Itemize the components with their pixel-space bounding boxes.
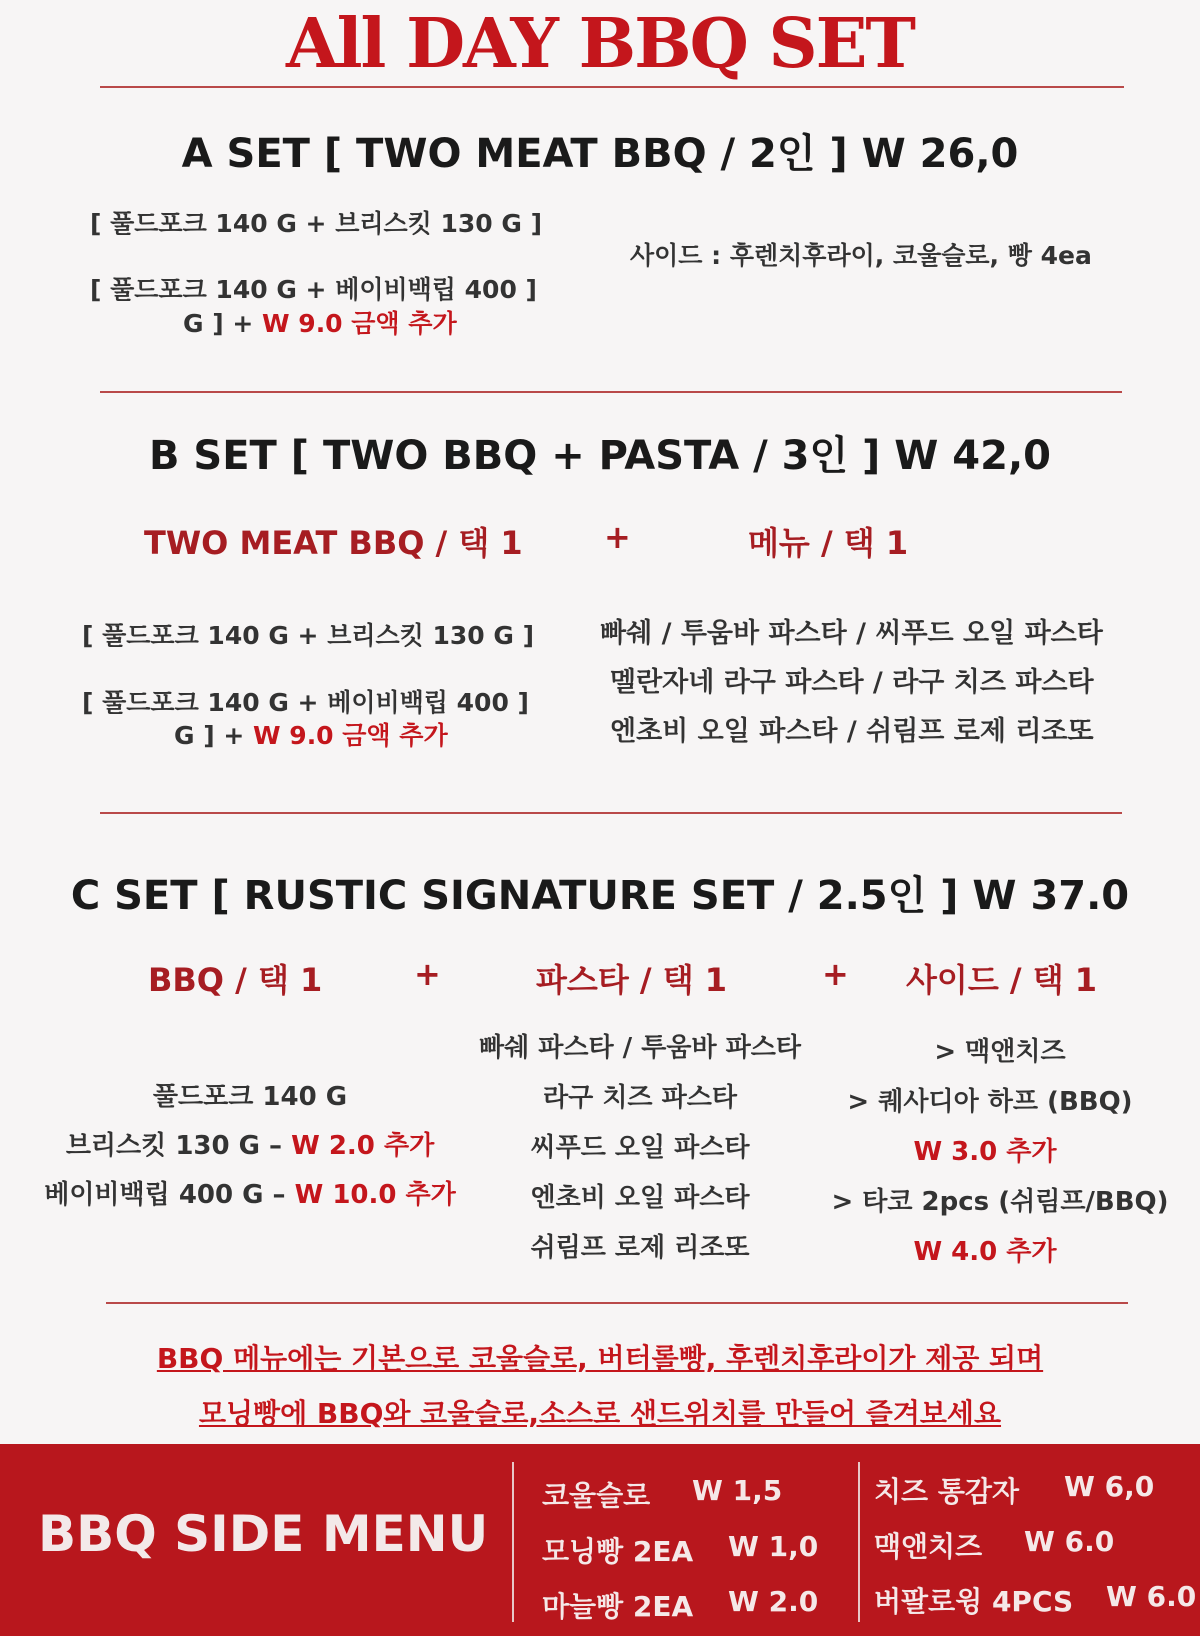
info-note: 모닝빵에 BBQ와 코울슬로,소스로 샌드위치를 만들어 즐겨보세요 xyxy=(198,1397,1002,1430)
set-c-pasta-item: 엔초비 오일 파스타 xyxy=(530,1183,750,1213)
set-b-menu-line: 멜란자네 라구 파스타 / 라구 치즈 파스타 xyxy=(610,667,1094,698)
side-menu-item: 버팔로윙 4PCS xyxy=(874,1585,1074,1618)
divider xyxy=(100,391,1122,393)
divider xyxy=(100,812,1122,814)
plus-sign: + xyxy=(822,955,849,993)
set-b-menu-line: 빠쉐 / 투움바 파스타 / 씨푸드 오일 파스타 xyxy=(600,618,1103,649)
plus-sign: + xyxy=(414,955,441,993)
set-a-option-1: [ 풀드포크 140 G + 브리스킷 130 G ] xyxy=(90,209,543,238)
set-b-menu-line: 엔초비 오일 파스타 / 쉬림프 로제 리조또 xyxy=(610,716,1094,747)
set-b-extra-price: W 9.0 금액 추가 xyxy=(253,721,448,750)
set-c-bbq-text: 베이비백립 400 G – xyxy=(44,1180,295,1210)
side-menu-price: W 6,0 xyxy=(1064,1470,1155,1503)
set-b-title: B SET [ TWO BBQ + PASTA / 3인 ] W 42,0 xyxy=(149,433,1051,479)
side-menu-title: BBQ SIDE MENU xyxy=(38,1505,489,1563)
divider xyxy=(106,1302,1128,1304)
set-a-option-2-line2 xyxy=(183,304,457,340)
set-c-side-price: W 4.0 추가 xyxy=(913,1237,1057,1267)
set-c-title: C SET [ RUSTIC SIGNATURE SET / 2.5인 ] W 37.0 xyxy=(70,873,1130,919)
set-a-title: A SET [ TWO MEAT BBQ / 2인 ] W 26,0 xyxy=(181,131,1019,177)
side-menu-price: W 1,5 xyxy=(692,1474,783,1507)
divider xyxy=(512,1462,514,1622)
side-menu-item: 모닝빵 2EA xyxy=(542,1535,694,1568)
set-c-pasta-item: 씨푸드 오일 파스타 xyxy=(530,1133,750,1163)
set-c-bbq-extra: W 2.0 추가 xyxy=(291,1131,435,1161)
set-c-pasta-item: 쉬림프 로제 리조또 xyxy=(530,1233,750,1263)
set-c-bbq-text: 브리스킷 130 G – xyxy=(65,1131,292,1161)
set-c-side-item: > 맥앤치즈 xyxy=(934,1037,1066,1067)
set-c-pasta-item: 빠쉐 파스타 / 투움바 파스타 xyxy=(479,1033,801,1063)
set-b-choice-bbq: TWO MEAT BBQ / 택 1 xyxy=(144,524,523,562)
set-a-extra-price: W 9.0 금액 추가 xyxy=(262,309,457,338)
set-b-option-2-line2 xyxy=(174,716,448,752)
side-menu-price: W 1,0 xyxy=(728,1530,819,1563)
info-note: BBQ 메뉴에는 기본으로 코울슬로, 버터롤빵, 후렌치후라이가 제공 되며 xyxy=(156,1342,1044,1375)
set-c-bbq-text: 풀드포크 140 G xyxy=(152,1082,348,1112)
side-menu-item: 맥앤치즈 xyxy=(874,1530,983,1563)
set-c-side-price: W 3.0 추가 xyxy=(913,1137,1057,1167)
set-b-option-2-line1: [ 풀드포크 140 G + 베이비백립 400 ] xyxy=(82,688,529,717)
side-menu-price: W 6.0 xyxy=(1106,1580,1197,1613)
side-menu-price: W 2.0 xyxy=(728,1585,819,1618)
set-a-side: 사이드 : 후렌치후라이, 코울슬로, 빵 4ea xyxy=(630,241,1092,270)
set-c-pasta-item: 라구 치즈 파스타 xyxy=(543,1083,737,1113)
divider xyxy=(100,86,1124,88)
side-menu-item: 마늘빵 2EA xyxy=(542,1590,694,1623)
set-c-choice-side: 사이드 / 택 1 xyxy=(906,961,1098,999)
side-menu-item: 치즈 통감자 xyxy=(874,1475,1019,1508)
page-title: All DAY BBQ SET xyxy=(285,4,915,84)
side-menu-price: W 6.0 xyxy=(1024,1525,1115,1558)
set-b-option-1: [ 풀드포크 140 G + 브리스킷 130 G ] xyxy=(82,621,535,650)
set-c-choice-pasta: 파스타 / 택 1 xyxy=(536,961,728,999)
plus-sign: + xyxy=(604,518,631,556)
divider xyxy=(858,1462,860,1622)
set-c-choice-bbq: BBQ / 택 1 xyxy=(148,961,323,999)
set-a-option-2-line1: [ 풀드포크 140 G + 베이비백립 400 ] xyxy=(90,275,537,304)
side-menu-item: 코울슬로 xyxy=(542,1479,651,1512)
set-b-choice-menu: 메뉴 / 택 1 xyxy=(748,524,909,562)
set-c-side-item: > 타코 2pcs (쉬림프/BBQ) xyxy=(831,1187,1169,1217)
set-a-option-2-prefix: G ] + xyxy=(183,309,263,338)
set-b-option-2-prefix: G ] + xyxy=(174,721,254,750)
set-c-side-item: > 퀘사디아 하프 (BBQ) xyxy=(847,1087,1133,1117)
set-c-bbq-extra: W 10.0 추가 xyxy=(294,1180,456,1210)
